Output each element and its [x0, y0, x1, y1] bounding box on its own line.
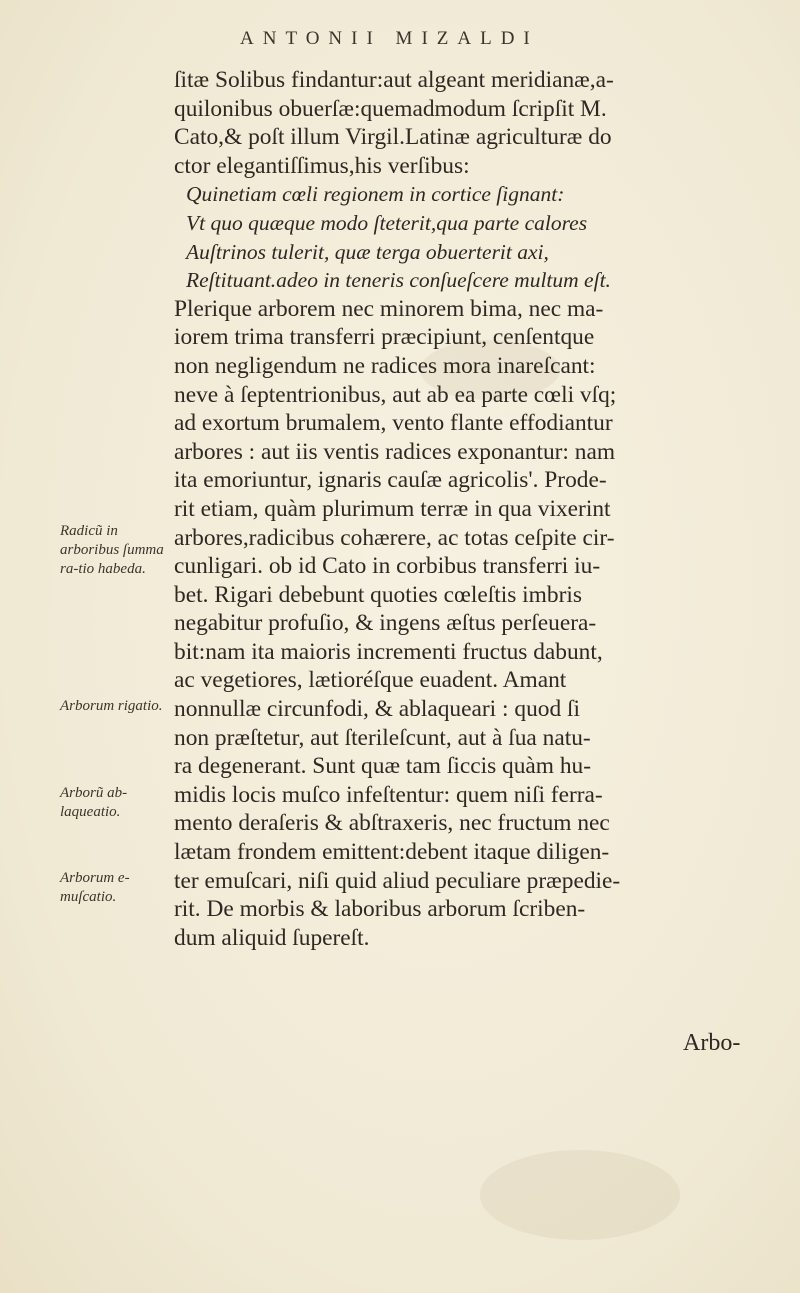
text-line: rit etiam, quàm plurimum terræ in qua vixerint — [174, 495, 611, 522]
paper-stain — [480, 1150, 680, 1240]
running-head: ANTONII MIZALDI — [240, 28, 539, 49]
marginal-note: Arborum rigatio. — [60, 698, 163, 714]
text-line: rit. De morbis & laboribus arborum ſcriben- — [174, 896, 586, 923]
text-line: dum aliquid ſupereſt. — [174, 924, 370, 951]
verse-line: Quinetiam cœli regionem in cortice ſignant: — [186, 182, 565, 207]
marginal-note: Arborũ ab-laqueatio. — [60, 785, 128, 820]
text-line: nonnullæ circunfodi, & ablaqueari : quod ſi — [174, 696, 581, 723]
text-line: arbores,radicibus cohærere, ac totas ceſpite cir- — [174, 524, 615, 551]
marginal-note: Arborum e-muſcatio. — [60, 870, 130, 905]
text-line: Plerique arborem nec minorem bima, nec ma- — [174, 295, 604, 322]
text-line: Cato,& poſt illum Virgil.Latinæ agriculturæ do — [174, 124, 612, 151]
text-line: ra degenerant. Sunt quæ tam ſiccis quàm hu- — [174, 753, 592, 780]
verse-line: Vt quo quæque modo ſteterit,qua parte calores — [186, 210, 588, 235]
text-line: ita emoriuntur, ignaris cauſæ agricolis'. Prode- — [174, 467, 607, 494]
text-line: quilonibus obuerſæ:quemadmodum ſcripſit M. — [174, 95, 607, 122]
marginal-note: Radicũ in arboribus ſumma ra-tio habeda. — [60, 523, 164, 577]
verse-line: Auſtrinos tulerit, quæ terga obuerterit axi, — [186, 239, 549, 264]
text-line: iorem trima transferri præcipiunt, cenſentque — [174, 324, 595, 351]
text-line: mento deraſeris & abſtraxeris, nec fructum nec — [174, 810, 610, 837]
text-line: bet. Rigari debebunt quoties cœleſtis imbris — [174, 581, 582, 608]
text-line: non negligendum ne radices mora inareſcant: — [174, 352, 596, 379]
text-line: ſitæ Solibus findantur:aut algeant meridianæ,a- — [174, 67, 614, 93]
verse-line: Reſtituant.adeo in teneris conſueſcere multum eſt. — [186, 268, 611, 293]
text-line: neve à ſeptentrionibus, aut ab ea parte cœli vſq; — [174, 381, 617, 408]
text-line: negabitur profuſio, & ingens æſtus perſeuera- — [174, 610, 597, 637]
catchword: Arbo- — [683, 1030, 741, 1056]
text-line: cunligari. ob id Cato in corbibus transferri iu- — [174, 553, 601, 580]
text-line: non præſtetur, aut ſterileſcunt, aut à ſua natu- — [174, 724, 591, 751]
text-line: arbores : aut iis ventis radices exponantur: nam — [174, 438, 616, 465]
text-line: midis locis muſco infeſtentur: quem niſi ferra- — [174, 781, 603, 808]
text-line: ad exortum brumalem, vento flante effodiantur — [174, 410, 613, 437]
text-line: ac vegetiores, lætioréſque euadent. Amant — [174, 667, 567, 694]
main-text — [174, 66, 774, 952]
text-line: ter emuſcari, niſi quid aliud peculiare præpedie- — [174, 867, 621, 894]
text-line: ctor elegantiſſimus,his verſibus: — [174, 152, 470, 179]
text-line: bit:nam ita maioris incrementi fructus dabunt, — [174, 638, 603, 665]
text-line: lætam frondem emittent:debent itaque diligen- — [174, 839, 610, 866]
